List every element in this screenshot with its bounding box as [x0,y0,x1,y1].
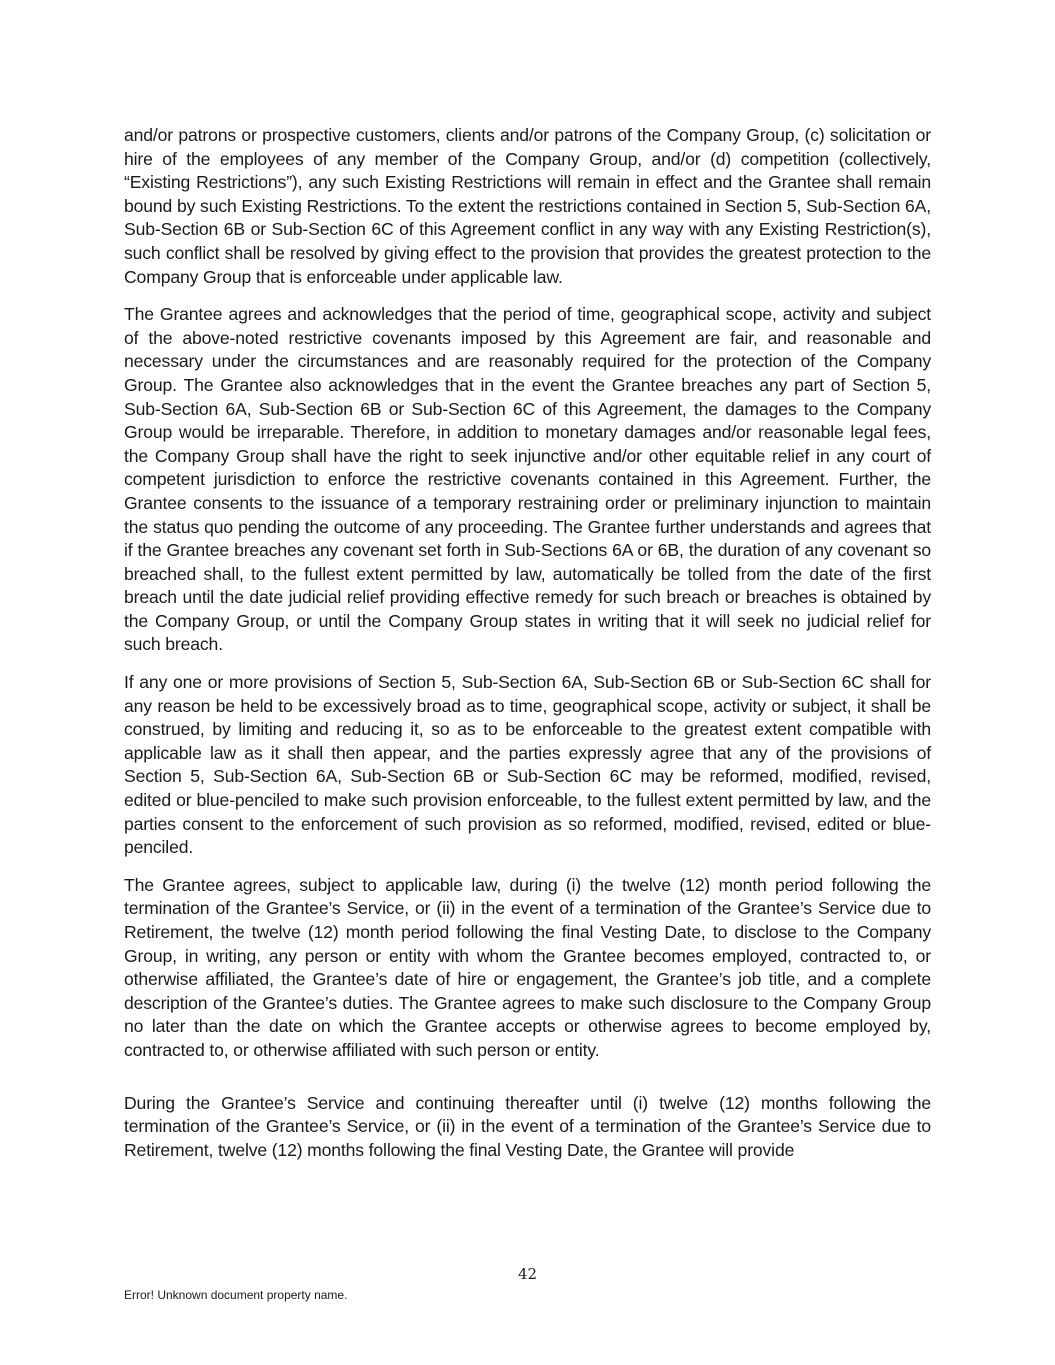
footer-error-text: Error! Unknown document property name. [124,1288,348,1302]
paragraph-disclosure: The Grantee agrees, subject to applicable law, during (i) the twelve (12) month period following the termination of the Grantee’s Service, or (ii) in the event of a termination of the Grantee’s Service due to Retirement, the twelve (12) month period following the final Vesting Date, to disclose to the Company Group, in writing, any person or entity with whom the Grantee becomes employed, contracted to, or otherwise affiliated, the Grantee’s date of hire or engagement, the Grantee’s job title, and a complete description of the Grantee’s duties. The Grantee agrees to make such disclosure to the Company Group no later than the date on which the Grantee accepts or otherwise agrees to become employed by, contracted to, or otherwise affiliated with such person or entity. [124,874,931,1060]
page-number: 42 [517,1265,538,1283]
paragraph-covenants-acknowledgement: The Grantee agrees and acknowledges that the period of time, geographical scope, activity and subject of the above-noted restrictive covenants imposed by this Agreement are fair, and reasonable and necessary under the circumstances and are reasonably required for the protection of the Company Group. The Grantee also acknowledges that in the event the Grantee breaches any part of Section 5, Sub-Section 6A, Sub-Section 6B or Sub-Section 6C of this Agreement, the damages to the Company Group would be irreparable. Therefore, in addition to monetary damages and/or reasonable legal fees, the Company Group shall have the right to seek injunctive and/or other equitable relief in any court of competent jurisdiction to enforce the restrictive covenants contained in this Agreement. Further, the Grantee consents to the issuance of a temporary restraining order or preliminary injunction to maintain the status quo pending the outcome of any proceeding. The Grantee further understands and agrees that if the Grantee breaches any covenant set forth in Sub-Sections 6A or 6B, the duration of any covenant so breached shall, to the fullest extent permitted by law, automatically be tolled from the date of the first breach until the date judicial relief providing effective remedy for such breach or breaches is obtained by the Company Group, or until the Company Group states in writing that it will seek no judicial relief for such breach. [124,304,931,655]
paragraph-existing-restrictions: and/or patrons or prospective customers, clients and/or patrons of the Company Group, (c) solicitation or hire of the employees of any member of the Company Group, and/or (d) competition (collectively, “Existing Restrictions”), any such Existing Restrictions will remain in effect and the Grantee shall remain bound by such Existing Restrictions. To the extent the restrictions contained in Section 5, Sub-Section 6A, Sub-Section 6B or Sub-Section 6C of this Agreement conflict in any way with any Existing Restriction(s), such conflict shall be resolved by giving effect to the provision that provides the greatest protection to the Company Group that is enforceable under applicable law. [124,125,931,287]
paragraph-service-obligation: During the Grantee’s Service and continuing thereafter until (i) twelve (12) months following the termination of the Grantee’s Service, or (ii) in the event of a termination of the Grantee’s Service due to Retirement, twelve (12) months following the final Vesting Date, the Grantee will provide [124,1092,931,1160]
paragraph-severability: If any one or more provisions of Section 5, Sub-Section 6A, Sub-Section 6B or Sub-Section 6C shall for any reason be held to be excessively broad as to time, geographical scope, activity or subject, it shall be construed, by limiting and reducing it, so as to be enforceable to the greatest extent compatible with applicable law as it shall then appear, and the parties expressly agree that any of the provisions of Section 5, Sub-Section 6A, Sub-Section 6B or Sub-Section 6C may be reformed, modified, revised, edited or blue-penciled to make such provision enforceable, to the fullest extent permitted by law, and the parties consent to the enforcement of such provision as so reformed, modified, revised, edited or blue-penciled. [124,672,931,858]
document-body [124,124,931,1176]
